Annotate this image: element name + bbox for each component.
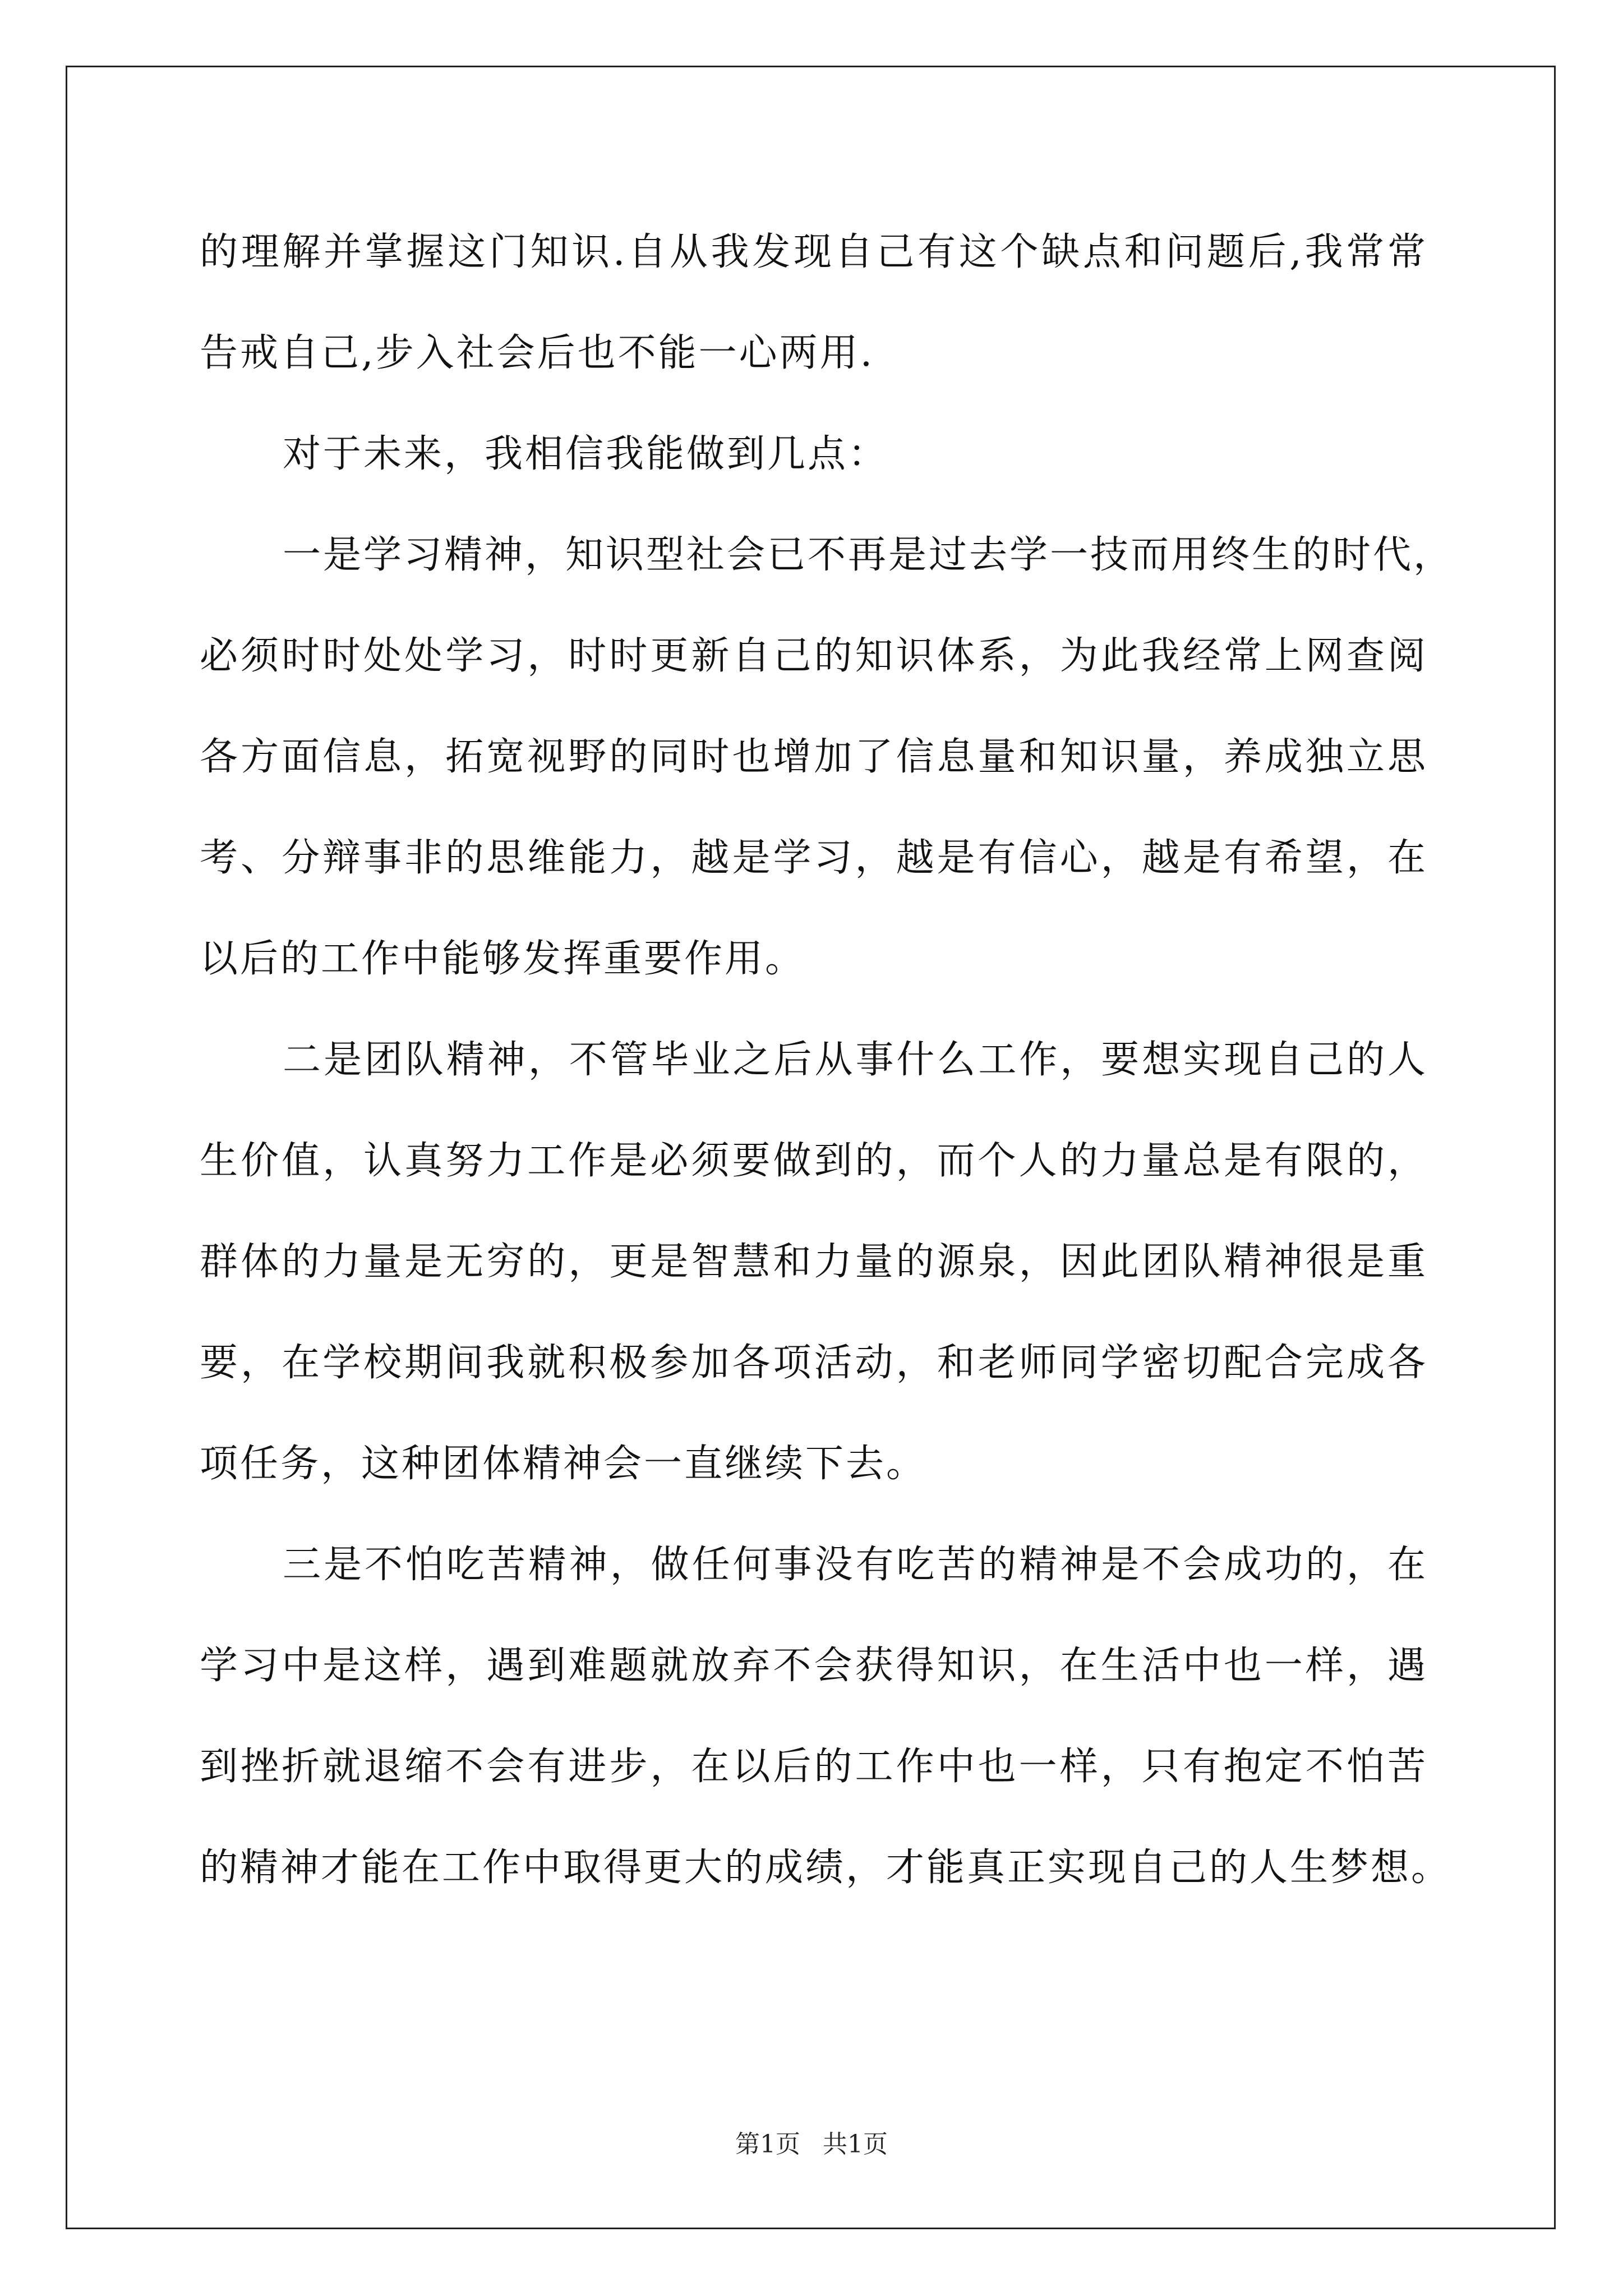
- text-line: 群体的力量是无穷的，更是智慧和力量的源泉，因此团队精神很是重: [200, 1240, 1428, 1284]
- page-number: 第1页: [735, 2130, 800, 2159]
- text-line: 学习中是这样，遇到难题就放弃不会获得知识，在生活中也一样，遇: [200, 1644, 1428, 1688]
- text-line: 生价值，认真努力工作是必须要做到的，而个人的力量总是有限的，: [200, 1139, 1428, 1183]
- text-line: 项任务，这种团体精神会一直继续下去。: [200, 1442, 927, 1486]
- text-line: 各方面信息，拓宽视野的同时也增加了信息量和知识量，养成独立思: [200, 735, 1428, 779]
- text-line: 三是不怕吃苦精神，做任何事没有吃苦的精神是不会成功的，在: [283, 1543, 1428, 1587]
- text-line: 告戒自己,步入社会后也不能一心两用.: [200, 331, 875, 375]
- text-line: 考、分辩事非的思维能力，越是学习，越是有信心，越是有希望，在: [200, 836, 1428, 880]
- text-line: 必须时时处处学习，时时更新自己的知识体系，为此我经常上网查阅: [200, 634, 1428, 678]
- text-line: 的精神才能在工作中取得更大的成绩，才能真正实现自己的人生梦想。: [200, 1846, 1452, 1890]
- text-line: 以后的工作中能够发挥重要作用。: [200, 937, 806, 981]
- text-line: 要，在学校期间我就积极参加各项活动，和老师同学密切配合完成各: [200, 1341, 1428, 1385]
- text-line: 一是学习精神，知识型社会已不再是过去学一技而用终生的时代，: [283, 533, 1454, 577]
- page-total: 共1页: [823, 2130, 888, 2159]
- text-line: 到挫折就退缩不会有进步，在以后的工作中也一样，只有抱定不怕苦: [200, 1745, 1428, 1789]
- text-line: 二是团队精神，不管毕业之后从事什么工作，要想实现自己的人: [283, 1038, 1428, 1082]
- text-line: 对于未来，我相信我能做到几点：: [283, 432, 889, 476]
- text-line: 的理解并掌握这门知识.自从我发现自己有这个缺点和问题后,我常常: [200, 230, 1428, 274]
- page-footer: [0, 2129, 1623, 2160]
